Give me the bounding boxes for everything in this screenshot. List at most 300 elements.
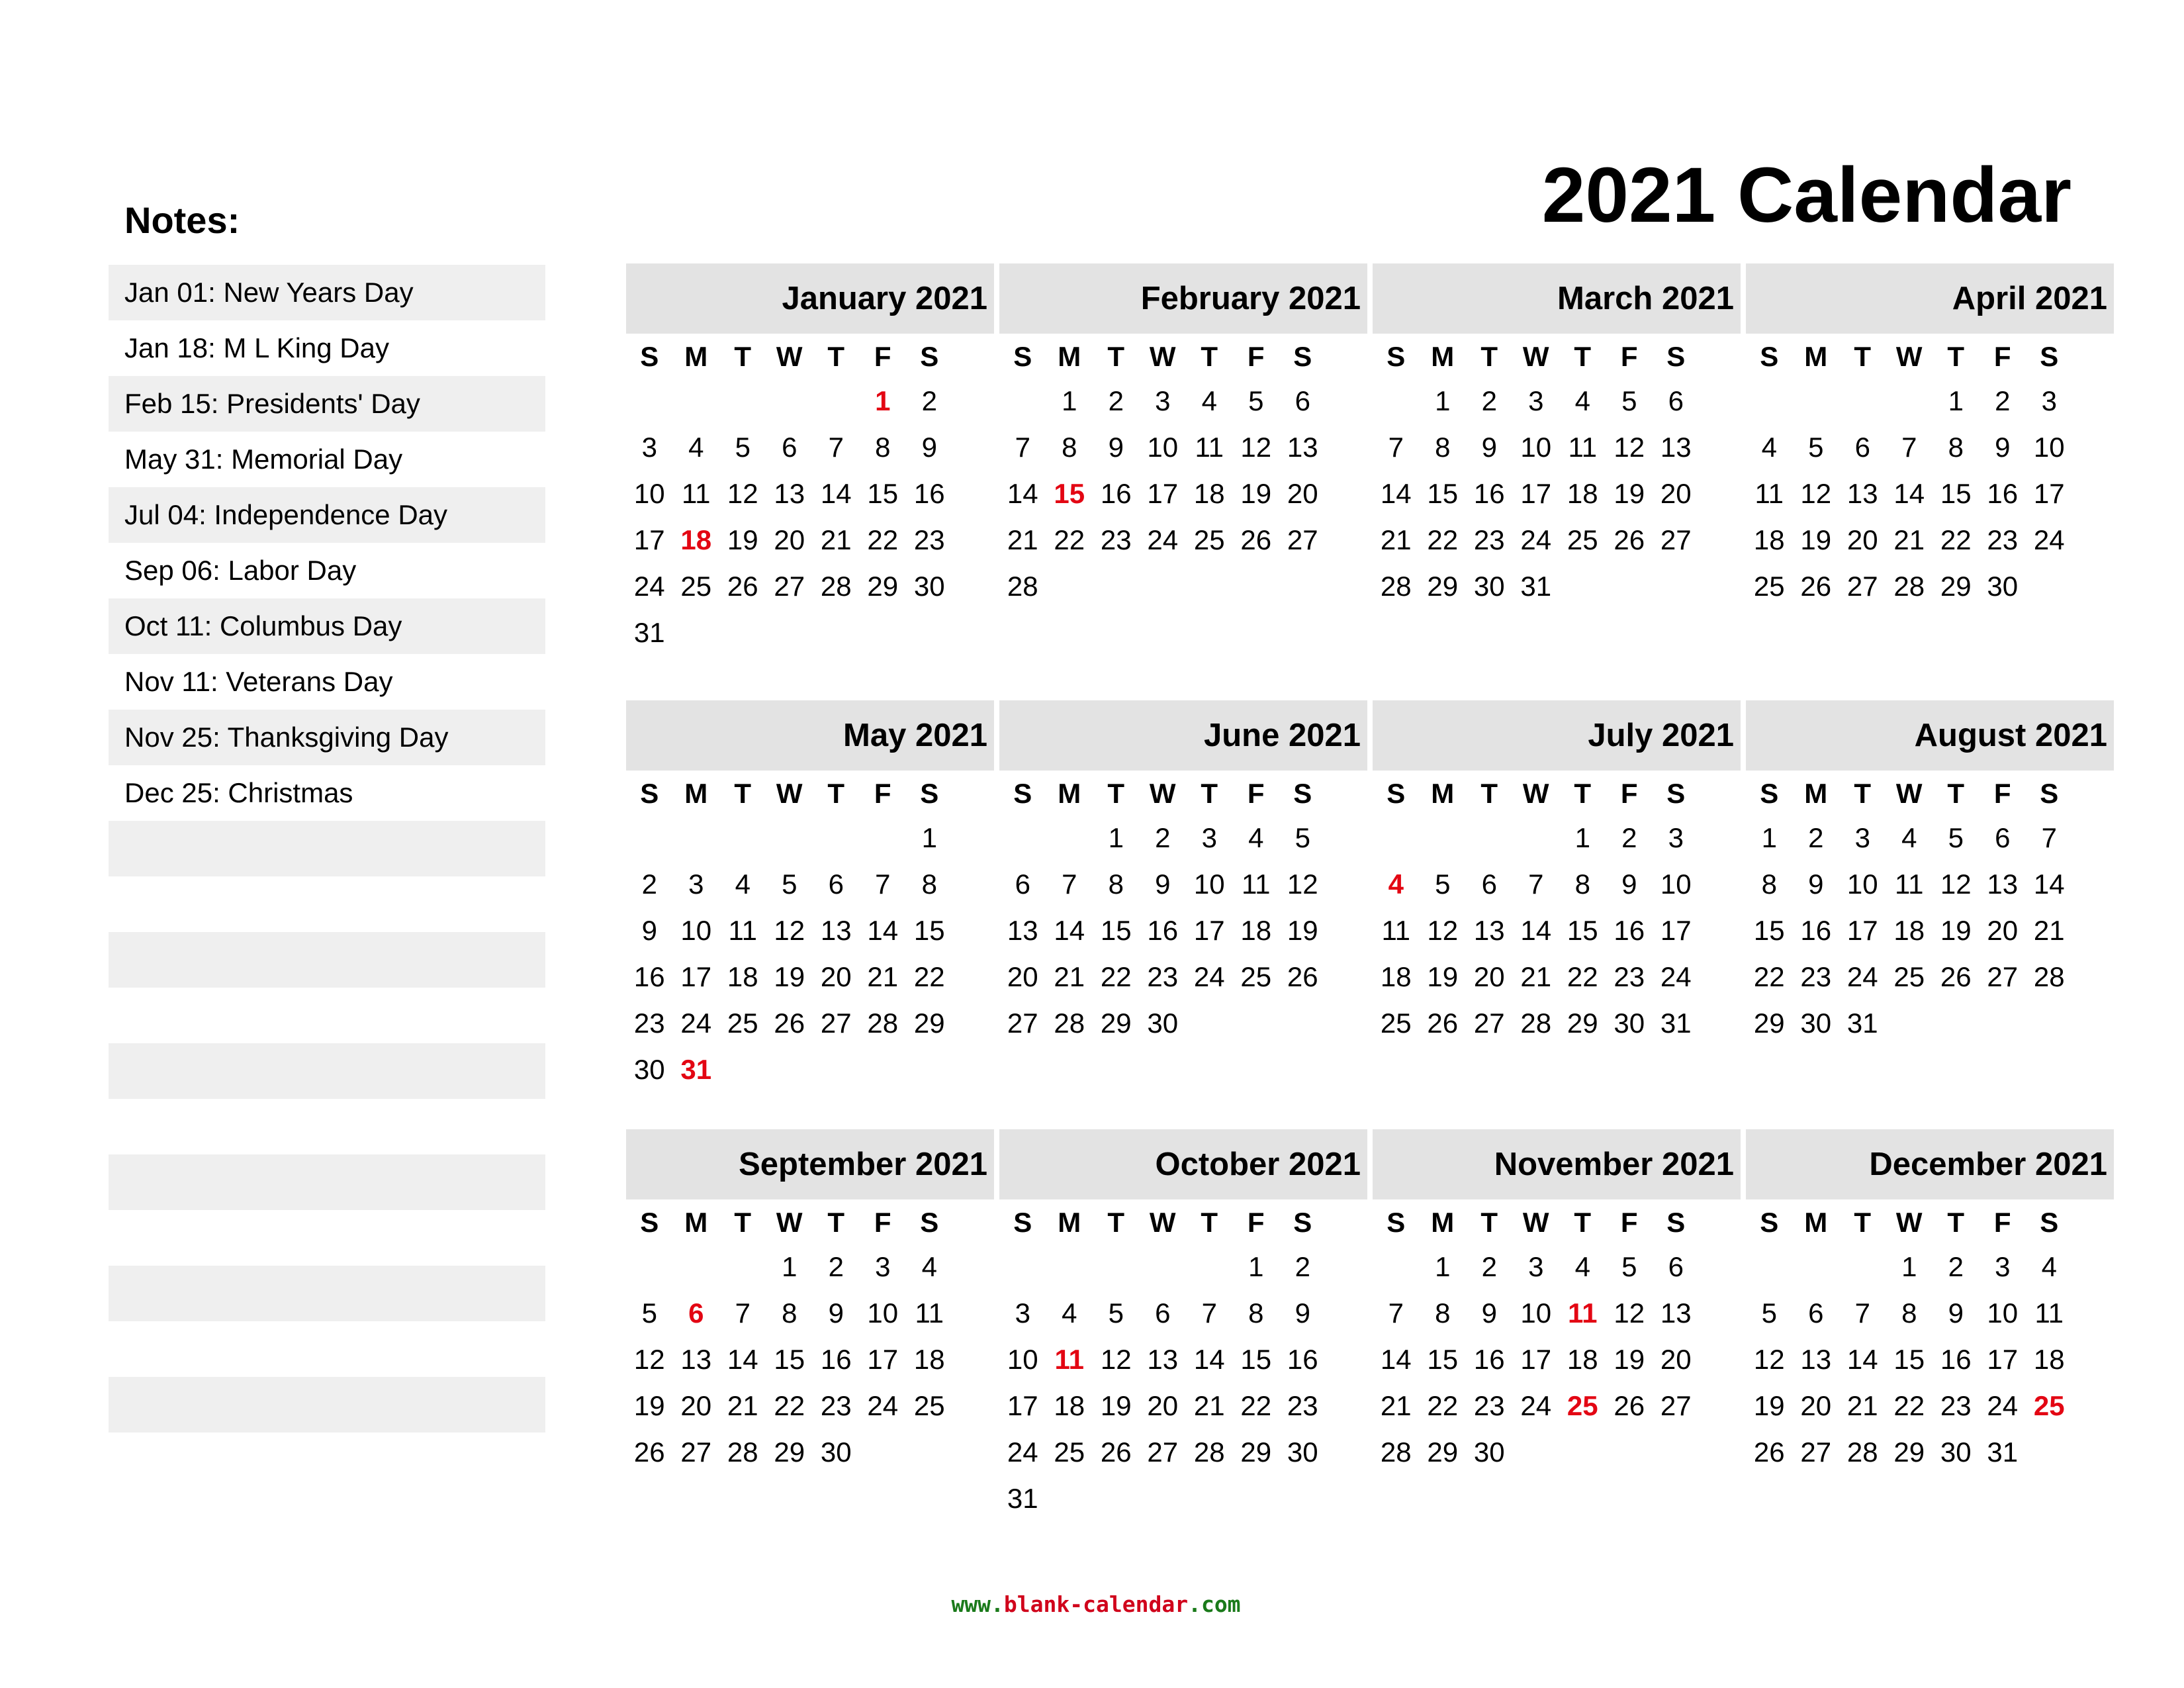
day-cell[interactable]: 16 (820, 1344, 852, 1375)
day-cell[interactable]: 30 (1940, 1436, 1972, 1468)
day-cell[interactable]: 16 (1800, 915, 1832, 946)
day-cell[interactable]: 21 (820, 524, 852, 555)
day-cell[interactable]: 21 (1054, 961, 1085, 992)
day-cell[interactable]: 5 (1621, 385, 1637, 416)
day-cell[interactable]: 24 (1520, 1390, 1552, 1421)
day-cell[interactable]: 25 (680, 571, 712, 602)
day-cell[interactable]: 15 (867, 478, 899, 509)
day-cell[interactable]: 23 (1987, 524, 2019, 555)
day-cell[interactable]: 28 (820, 571, 852, 602)
day-cell[interactable]: 8 (1108, 868, 1124, 900)
day-cell[interactable]: 26 (774, 1008, 805, 1039)
day-cell[interactable]: 9 (1621, 868, 1637, 900)
day-cell[interactable]: 1 (1574, 822, 1590, 853)
day-cell[interactable]: 7 (2041, 822, 2057, 853)
day-cell[interactable]: 25 (1753, 571, 1785, 602)
day-cell[interactable]: 23 (1287, 1390, 1318, 1421)
day-cell[interactable]: 14 (1846, 1344, 1878, 1375)
day-cell[interactable]: 2 (1295, 1251, 1310, 1282)
day-cell[interactable]: 10 (2033, 432, 2065, 463)
day-cell[interactable]: 25 (1567, 524, 1598, 555)
day-cell[interactable]: 4 (1901, 822, 1917, 853)
day-cell[interactable]: 9 (921, 432, 937, 463)
day-cell[interactable]: 9 (828, 1297, 844, 1329)
day-cell[interactable]: 11 (1241, 868, 1271, 900)
day-cell[interactable]: 26 (1287, 961, 1318, 992)
day-cell[interactable]: 29 (1100, 1008, 1132, 1039)
day-cell[interactable]: 22 (1240, 1390, 1272, 1421)
holiday-day-cell[interactable]: 18 (680, 524, 712, 555)
day-cell[interactable]: 10 (1007, 1344, 1038, 1375)
day-cell[interactable]: 3 (1528, 1251, 1544, 1282)
day-cell[interactable]: 24 (1846, 961, 1878, 992)
day-cell[interactable]: 26 (1427, 1008, 1459, 1039)
day-cell[interactable]: 31 (1520, 571, 1552, 602)
day-cell[interactable]: 25 (1054, 1436, 1085, 1468)
day-cell[interactable]: 26 (1940, 961, 1972, 992)
day-cell[interactable]: 9 (1808, 868, 1824, 900)
day-cell[interactable]: 7 (1015, 432, 1030, 463)
day-cell[interactable]: 11 (1568, 432, 1598, 463)
day-cell[interactable]: 22 (1940, 524, 1972, 555)
day-cell[interactable]: 6 (1155, 1297, 1171, 1329)
note-row[interactable] (109, 1377, 545, 1432)
day-cell[interactable]: 27 (1987, 961, 2019, 992)
day-cell[interactable]: 5 (1621, 1251, 1637, 1282)
note-row[interactable] (109, 1043, 545, 1099)
holiday-day-cell[interactable]: 25 (1567, 1390, 1598, 1421)
day-cell[interactable]: 28 (1193, 1436, 1225, 1468)
day-cell[interactable]: 15 (1893, 1344, 1925, 1375)
day-cell[interactable]: 7 (1528, 868, 1544, 900)
day-cell[interactable]: 30 (1473, 1436, 1505, 1468)
day-cell[interactable]: 28 (1380, 571, 1412, 602)
day-cell[interactable]: 20 (1800, 1390, 1832, 1421)
day-cell[interactable]: 25 (1193, 524, 1225, 555)
day-cell[interactable]: 6 (1854, 432, 1870, 463)
day-cell[interactable]: 21 (2033, 915, 2065, 946)
day-cell[interactable]: 1 (1948, 385, 1964, 416)
day-cell[interactable]: 21 (867, 961, 899, 992)
day-cell[interactable]: 22 (867, 524, 899, 555)
day-cell[interactable]: 13 (820, 915, 852, 946)
day-cell[interactable]: 16 (1100, 478, 1132, 509)
day-cell[interactable]: 6 (1995, 822, 2011, 853)
day-cell[interactable]: 14 (1193, 1344, 1225, 1375)
day-cell[interactable]: 7 (1062, 868, 1077, 900)
footer-url[interactable] (937, 1591, 1255, 1617)
day-cell[interactable]: 28 (1846, 1436, 1878, 1468)
day-cell[interactable]: 17 (2033, 478, 2065, 509)
day-cell[interactable]: 21 (1520, 961, 1552, 992)
day-cell[interactable]: 24 (633, 571, 665, 602)
day-cell[interactable]: 23 (633, 1008, 665, 1039)
day-cell[interactable]: 30 (1287, 1436, 1318, 1468)
day-cell[interactable]: 11 (1381, 915, 1411, 946)
day-cell[interactable]: 8 (1901, 1297, 1917, 1329)
day-cell[interactable]: 19 (1240, 478, 1272, 509)
day-cell[interactable]: 19 (727, 524, 758, 555)
day-cell[interactable]: 26 (727, 571, 758, 602)
day-cell[interactable]: 1 (1435, 1251, 1451, 1282)
day-cell[interactable]: 25 (1380, 1008, 1412, 1039)
day-cell[interactable]: 29 (1240, 1436, 1272, 1468)
day-cell[interactable]: 26 (633, 1436, 665, 1468)
day-cell[interactable]: 8 (1248, 1297, 1264, 1329)
day-cell[interactable]: 24 (680, 1008, 712, 1039)
day-cell[interactable]: 13 (1660, 1297, 1692, 1329)
day-cell[interactable]: 17 (1987, 1344, 2019, 1375)
day-cell[interactable]: 12 (1287, 868, 1318, 900)
day-cell[interactable]: 4 (735, 868, 751, 900)
day-cell[interactable]: 27 (1147, 1436, 1179, 1468)
day-cell[interactable]: 17 (867, 1344, 899, 1375)
day-cell[interactable]: 26 (1753, 1436, 1785, 1468)
note-row[interactable]: Jan 01: New Years Day (109, 265, 545, 320)
day-cell[interactable]: 15 (1940, 478, 1972, 509)
day-cell[interactable]: 16 (1473, 1344, 1505, 1375)
day-cell[interactable]: 5 (782, 868, 797, 900)
day-cell[interactable]: 9 (1948, 1297, 1964, 1329)
day-cell[interactable]: 6 (1015, 868, 1030, 900)
day-cell[interactable]: 18 (913, 1344, 945, 1375)
day-cell[interactable]: 17 (633, 524, 665, 555)
day-cell[interactable]: 8 (1435, 1297, 1451, 1329)
day-cell[interactable]: 28 (2033, 961, 2065, 992)
day-cell[interactable]: 1 (921, 822, 937, 853)
day-cell[interactable]: 18 (1753, 524, 1785, 555)
day-cell[interactable]: 25 (913, 1390, 945, 1421)
day-cell[interactable]: 18 (1567, 1344, 1598, 1375)
day-cell[interactable]: 15 (1427, 478, 1459, 509)
day-cell[interactable]: 28 (1380, 1436, 1412, 1468)
day-cell[interactable]: 16 (1287, 1344, 1318, 1375)
note-row[interactable] (109, 1099, 545, 1154)
day-cell[interactable]: 24 (1987, 1390, 2019, 1421)
day-cell[interactable]: 27 (1846, 571, 1878, 602)
day-cell[interactable]: 12 (1800, 478, 1832, 509)
day-cell[interactable]: 8 (1435, 432, 1451, 463)
day-cell[interactable]: 16 (633, 961, 665, 992)
day-cell[interactable]: 13 (1473, 915, 1505, 946)
day-cell[interactable]: 7 (735, 1297, 751, 1329)
day-cell[interactable]: 3 (1528, 385, 1544, 416)
day-cell[interactable]: 25 (1240, 961, 1272, 992)
day-cell[interactable]: 18 (727, 961, 758, 992)
day-cell[interactable]: 16 (1987, 478, 2019, 509)
day-cell[interactable]: 19 (774, 961, 805, 992)
day-cell[interactable]: 8 (1062, 432, 1077, 463)
day-cell[interactable]: 13 (1846, 478, 1878, 509)
day-cell[interactable]: 27 (1800, 1436, 1832, 1468)
day-cell[interactable]: 2 (828, 1251, 844, 1282)
day-cell[interactable]: 31 (1660, 1008, 1692, 1039)
day-cell[interactable]: 10 (1846, 868, 1878, 900)
day-cell[interactable]: 1 (1248, 1251, 1264, 1282)
day-cell[interactable]: 11 (915, 1297, 944, 1329)
day-cell[interactable]: 22 (913, 961, 945, 992)
day-cell[interactable]: 24 (1520, 524, 1552, 555)
day-cell[interactable]: 17 (1520, 1344, 1552, 1375)
day-cell[interactable]: 1 (1435, 385, 1451, 416)
day-cell[interactable]: 17 (1193, 915, 1225, 946)
day-cell[interactable]: 24 (1193, 961, 1225, 992)
day-cell[interactable]: 15 (1567, 915, 1598, 946)
day-cell[interactable]: 9 (1481, 1297, 1497, 1329)
day-cell[interactable]: 19 (633, 1390, 665, 1421)
day-cell[interactable]: 17 (1520, 478, 1552, 509)
day-cell[interactable]: 27 (1473, 1008, 1505, 1039)
day-cell[interactable]: 9 (1155, 868, 1171, 900)
day-cell[interactable]: 29 (1753, 1008, 1785, 1039)
day-cell[interactable]: 15 (774, 1344, 805, 1375)
note-row[interactable] (109, 1321, 545, 1377)
day-cell[interactable]: 25 (1893, 961, 1925, 992)
holiday-day-cell[interactable]: 11 (1568, 1297, 1598, 1329)
note-row[interactable]: Nov 11: Veterans Day (124, 666, 393, 697)
day-cell[interactable]: 2 (1948, 1251, 1964, 1282)
day-cell[interactable]: 20 (1287, 478, 1318, 509)
day-cell[interactable]: 30 (1614, 1008, 1645, 1039)
day-cell[interactable]: 29 (774, 1436, 805, 1468)
day-cell[interactable]: 3 (1201, 822, 1217, 853)
note-row[interactable] (109, 821, 545, 876)
note-row[interactable]: Sep 06: Labor Day (124, 555, 357, 586)
day-cell[interactable]: 30 (1147, 1008, 1179, 1039)
day-cell[interactable]: 12 (633, 1344, 665, 1375)
day-cell[interactable]: 20 (1660, 478, 1692, 509)
note-row[interactable] (109, 988, 545, 1043)
day-cell[interactable]: 21 (1380, 1390, 1412, 1421)
day-cell[interactable]: 4 (688, 432, 704, 463)
day-cell[interactable]: 4 (1574, 1251, 1590, 1282)
day-cell[interactable]: 5 (1108, 1297, 1124, 1329)
day-cell[interactable]: 17 (1846, 915, 1878, 946)
day-cell[interactable]: 22 (1567, 961, 1598, 992)
day-cell[interactable]: 3 (1854, 822, 1870, 853)
day-cell[interactable]: 4 (1761, 432, 1777, 463)
day-cell[interactable]: 20 (774, 524, 805, 555)
day-cell[interactable]: 9 (641, 915, 657, 946)
day-cell[interactable]: 23 (820, 1390, 852, 1421)
day-cell[interactable]: 8 (1948, 432, 1964, 463)
day-cell[interactable]: 14 (1380, 478, 1412, 509)
day-cell[interactable]: 14 (1380, 1344, 1412, 1375)
day-cell[interactable]: 29 (1427, 1436, 1459, 1468)
day-cell[interactable]: 14 (1054, 915, 1085, 946)
day-cell[interactable]: 8 (921, 868, 937, 900)
day-cell[interactable]: 20 (820, 961, 852, 992)
day-cell[interactable]: 10 (1660, 868, 1692, 900)
day-cell[interactable]: 7 (1854, 1297, 1870, 1329)
day-cell[interactable]: 31 (633, 617, 665, 648)
note-row[interactable] (109, 1266, 545, 1321)
holiday-day-cell[interactable]: 31 (680, 1054, 712, 1085)
day-cell[interactable]: 30 (1473, 571, 1505, 602)
day-cell[interactable]: 27 (680, 1436, 712, 1468)
day-cell[interactable]: 10 (633, 478, 665, 509)
day-cell[interactable]: 20 (1846, 524, 1878, 555)
day-cell[interactable]: 12 (1753, 1344, 1785, 1375)
day-cell[interactable]: 6 (1481, 868, 1497, 900)
day-cell[interactable]: 24 (2033, 524, 2065, 555)
day-cell[interactable]: 16 (913, 478, 945, 509)
day-cell[interactable]: 30 (913, 571, 945, 602)
day-cell[interactable]: 10 (1193, 868, 1225, 900)
day-cell[interactable]: 4 (1062, 1297, 1077, 1329)
day-cell[interactable]: 18 (1893, 915, 1925, 946)
note-row[interactable]: Jul 04: Independence Day (109, 487, 545, 543)
day-cell[interactable]: 14 (727, 1344, 758, 1375)
day-cell[interactable]: 2 (921, 385, 937, 416)
day-cell[interactable]: 6 (1295, 385, 1310, 416)
day-cell[interactable]: 28 (1893, 571, 1925, 602)
day-cell[interactable]: 13 (1660, 432, 1692, 463)
day-cell[interactable]: 23 (913, 524, 945, 555)
day-cell[interactable]: 8 (782, 1297, 797, 1329)
day-cell[interactable]: 16 (1473, 478, 1505, 509)
day-cell[interactable]: 31 (1846, 1008, 1878, 1039)
day-cell[interactable]: 1 (1062, 385, 1077, 416)
day-cell[interactable]: 13 (774, 478, 805, 509)
day-cell[interactable]: 20 (1987, 915, 2019, 946)
day-cell[interactable]: 10 (1147, 432, 1179, 463)
holiday-day-cell[interactable]: 11 (1054, 1344, 1084, 1375)
day-cell[interactable]: 2 (1481, 1251, 1497, 1282)
day-cell[interactable]: 10 (867, 1297, 899, 1329)
day-cell[interactable]: 29 (867, 571, 899, 602)
day-cell[interactable]: 9 (1481, 432, 1497, 463)
day-cell[interactable]: 6 (1668, 1251, 1684, 1282)
day-cell[interactable]: 7 (875, 868, 891, 900)
day-cell[interactable]: 6 (782, 432, 797, 463)
day-cell[interactable]: 2 (1808, 822, 1824, 853)
day-cell[interactable]: 27 (774, 571, 805, 602)
holiday-day-cell[interactable]: 4 (1388, 868, 1404, 900)
day-cell[interactable]: 29 (1940, 571, 1972, 602)
day-cell[interactable]: 5 (1761, 1297, 1777, 1329)
day-cell[interactable]: 30 (820, 1436, 852, 1468)
day-cell[interactable]: 8 (875, 432, 891, 463)
day-cell[interactable]: 13 (1007, 915, 1038, 946)
day-cell[interactable]: 6 (828, 868, 844, 900)
day-cell[interactable]: 27 (1287, 524, 1318, 555)
day-cell[interactable]: 1 (1108, 822, 1124, 853)
day-cell[interactable]: 28 (727, 1436, 758, 1468)
day-cell[interactable]: 14 (1893, 478, 1925, 509)
day-cell[interactable]: 18 (1567, 478, 1598, 509)
note-row[interactable] (109, 1154, 545, 1210)
day-cell[interactable]: 28 (1520, 1008, 1552, 1039)
day-cell[interactable]: 16 (1147, 915, 1179, 946)
day-cell[interactable]: 12 (1427, 915, 1459, 946)
day-cell[interactable]: 11 (728, 915, 758, 946)
day-cell[interactable]: 19 (1753, 1390, 1785, 1421)
day-cell[interactable]: 13 (680, 1344, 712, 1375)
day-cell[interactable]: 17 (1660, 915, 1692, 946)
day-cell[interactable]: 11 (681, 478, 711, 509)
note-row[interactable]: May 31: Memorial Day (124, 444, 403, 475)
day-cell[interactable]: 23 (1147, 961, 1179, 992)
note-row[interactable] (109, 932, 545, 988)
day-cell[interactable]: 27 (1007, 1008, 1038, 1039)
day-cell[interactable]: 6 (1668, 385, 1684, 416)
day-cell[interactable]: 23 (1473, 1390, 1505, 1421)
day-cell[interactable]: 7 (1388, 1297, 1404, 1329)
day-cell[interactable]: 15 (1427, 1344, 1459, 1375)
day-cell[interactable]: 17 (680, 961, 712, 992)
day-cell[interactable]: 18 (1240, 915, 1272, 946)
note-row[interactable]: Jan 18: M L King Day (124, 332, 389, 363)
day-cell[interactable]: 21 (1893, 524, 1925, 555)
day-cell[interactable]: 2 (1621, 822, 1637, 853)
day-cell[interactable]: 21 (727, 1390, 758, 1421)
day-cell[interactable]: 2 (641, 868, 657, 900)
day-cell[interactable]: 18 (1380, 961, 1412, 992)
day-cell[interactable]: 19 (1800, 524, 1832, 555)
holiday-day-cell[interactable]: 15 (1054, 478, 1085, 509)
day-cell[interactable]: 12 (1614, 1297, 1645, 1329)
day-cell[interactable]: 4 (1574, 385, 1590, 416)
day-cell[interactable]: 27 (1660, 1390, 1692, 1421)
day-cell[interactable]: 1 (1761, 822, 1777, 853)
day-cell[interactable]: 22 (1753, 961, 1785, 992)
day-cell[interactable]: 27 (820, 1008, 852, 1039)
day-cell[interactable]: 9 (1108, 432, 1124, 463)
day-cell[interactable]: 21 (1846, 1390, 1878, 1421)
day-cell[interactable]: 9 (1295, 1297, 1310, 1329)
day-cell[interactable]: 21 (1193, 1390, 1225, 1421)
day-cell[interactable]: 13 (1987, 868, 2019, 900)
day-cell[interactable]: 7 (1388, 432, 1404, 463)
day-cell[interactable]: 1 (782, 1251, 797, 1282)
day-cell[interactable]: 15 (913, 915, 945, 946)
day-cell[interactable]: 12 (1614, 432, 1645, 463)
holiday-day-cell[interactable]: 1 (875, 385, 891, 416)
day-cell[interactable]: 14 (867, 915, 899, 946)
day-cell[interactable]: 19 (1100, 1390, 1132, 1421)
day-cell[interactable]: 19 (1614, 478, 1645, 509)
day-cell[interactable]: 26 (1240, 524, 1272, 555)
day-cell[interactable]: 16 (1940, 1344, 1972, 1375)
day-cell[interactable]: 29 (1427, 571, 1459, 602)
day-cell[interactable]: 10 (680, 915, 712, 946)
day-cell[interactable]: 13 (1147, 1344, 1179, 1375)
day-cell[interactable]: 22 (1893, 1390, 1925, 1421)
day-cell[interactable]: 26 (1614, 1390, 1645, 1421)
day-cell[interactable]: 29 (913, 1008, 945, 1039)
day-cell[interactable]: 2 (1108, 385, 1124, 416)
day-cell[interactable]: 19 (1614, 1344, 1645, 1375)
note-row[interactable]: Feb 15: Presidents' Day (109, 376, 545, 432)
day-cell[interactable]: 11 (1754, 478, 1784, 509)
day-cell[interactable]: 22 (1054, 524, 1085, 555)
day-cell[interactable]: 18 (1054, 1390, 1085, 1421)
note-row[interactable]: Nov 25: Thanksgiving Day (109, 710, 545, 765)
day-cell[interactable]: 14 (2033, 868, 2065, 900)
holiday-day-cell[interactable]: 6 (688, 1297, 704, 1329)
day-cell[interactable]: 22 (1427, 524, 1459, 555)
day-cell[interactable]: 14 (1007, 478, 1038, 509)
day-cell[interactable]: 22 (1427, 1390, 1459, 1421)
day-cell[interactable]: 3 (875, 1251, 891, 1282)
day-cell[interactable]: 18 (1193, 478, 1225, 509)
day-cell[interactable]: 7 (1201, 1297, 1217, 1329)
day-cell[interactable]: 2 (1481, 385, 1497, 416)
day-cell[interactable]: 3 (688, 868, 704, 900)
day-cell[interactable]: 11 (2034, 1297, 2064, 1329)
day-cell[interactable]: 24 (1147, 524, 1179, 555)
